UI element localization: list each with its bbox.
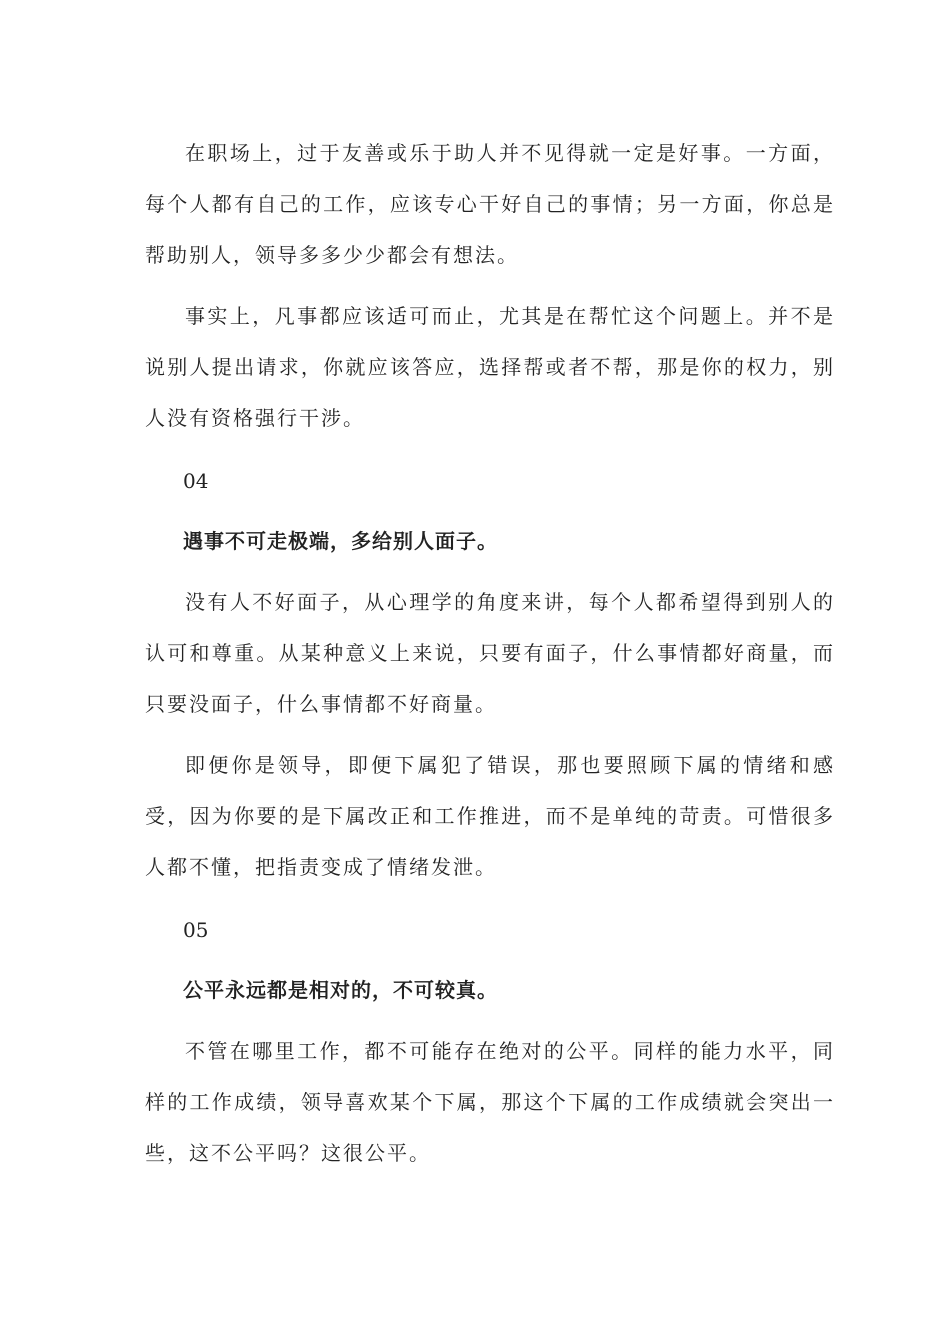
document-body (145, 128, 835, 1189)
paragraph: 即便你是领导，即便下属犯了错误，那也要照顾下属的情绪和感受，因为你要的是下属改正和工作推进，而不是单纯的苛责。可惜很多人都不懂，把指责变成了情绪发泄。 (145, 753, 835, 879)
section-title: 公平永远都是相对的，不可较真。 (183, 978, 498, 1002)
paragraph: 没有人不好面子，从心理学的角度来讲，每个人都希望得到别人的认可和尊重。从某种意义上来说，只要有面子，什么事情都好商量，而只要没面子，什么事情都不好商量。 (145, 590, 835, 716)
section-title: 遇事不可走极端，多给别人面子。 (183, 529, 498, 553)
paragraph: 事实上，凡事都应该适可而止，尤其是在帮忙这个问题上。并不是说别人提出请求，你就应该答应，选择帮或者不帮，那是你的权力，别人没有资格强行干涉。 (145, 304, 835, 430)
paragraph: 不管在哪里工作，都不可能存在绝对的公平。同样的能力水平，同样的工作成绩，领导喜欢某个下属，那这个下属的工作成绩就会突出一些，这不公平吗？这很公平。 (145, 1039, 835, 1165)
paragraph: 在职场上，过于友善或乐于助人并不见得就一定是好事。一方面，每个人都有自己的工作，应该专心干好自己的事情；另一方面，你总是帮助别人，领导多多少少都会有想法。 (145, 141, 835, 267)
section-number: 04 (183, 469, 209, 493)
section-number: 05 (183, 918, 209, 942)
